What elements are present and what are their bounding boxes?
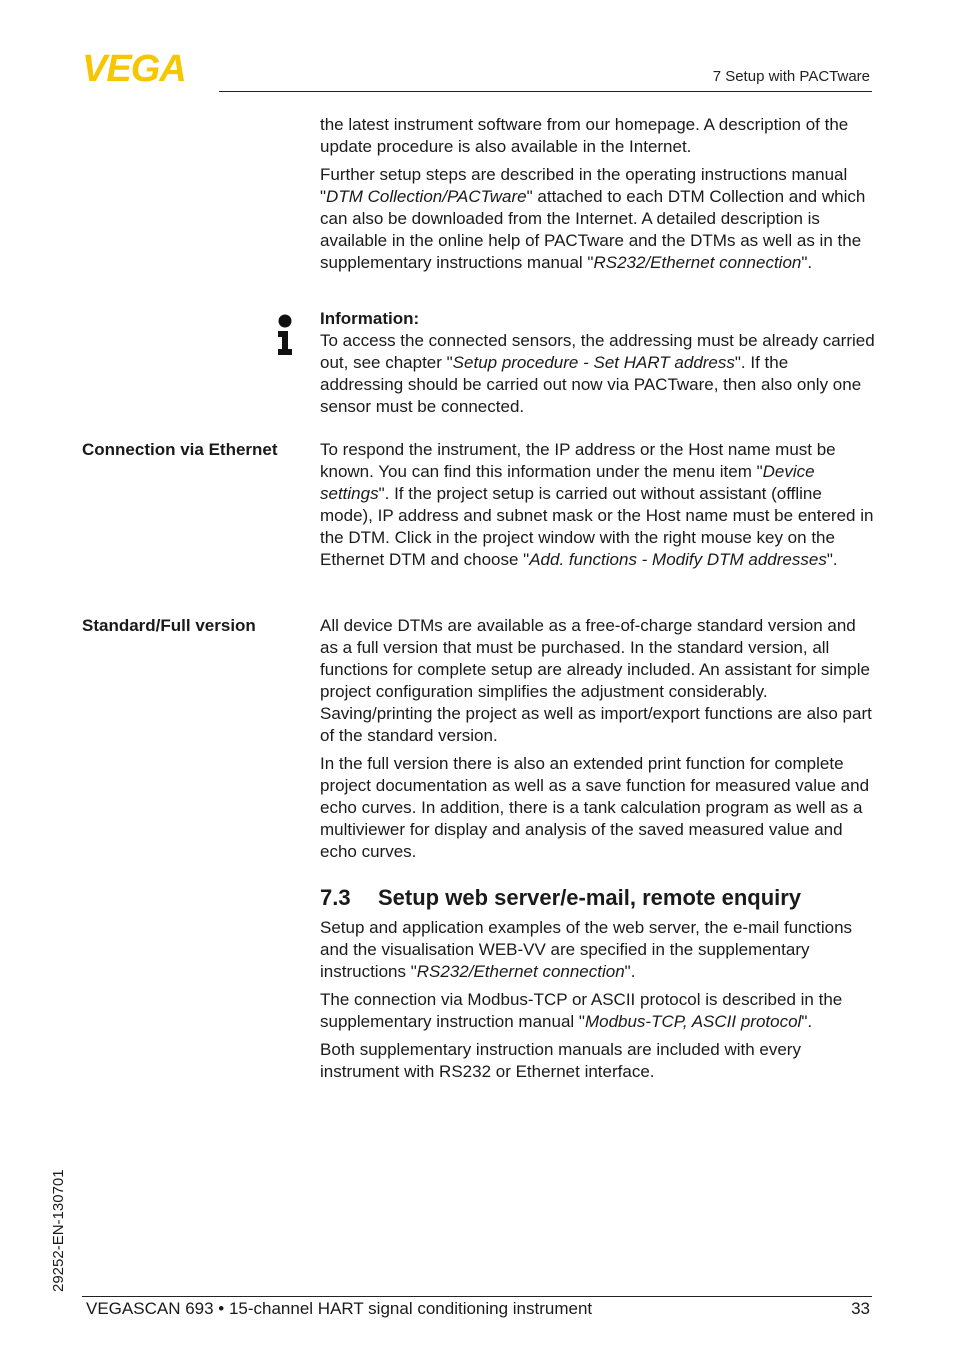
section-heading — [320, 884, 801, 912]
page-number: 33 — [851, 1299, 870, 1318]
document-id: 29252-EN-130701 — [50, 1169, 67, 1292]
ethernet-label: Connection via Ethernet — [82, 440, 278, 459]
ethernet-text: To respond the instrument, the IP address or the Host name must be known. You can find this information under the menu item "Device settings". If the project setup is carried out without assistant (offline mode), IP address and subnet mask or the Host name must be entered in the DTM. Click in the project window with the right mouse key on the Ethernet DTM and choose "Add. functions - Modify DTM addresses". — [320, 440, 874, 569]
section-paragraph-2: The connection via Modbus-TCP or ASCII protocol is described in the supplementary instruction manual "Modbus-TCP, ASCII protocol". — [320, 990, 843, 1031]
logo-text: VEGA — [82, 52, 186, 84]
intro-paragraph-1: the latest instrument software from our homepage. A description of the update procedure is also available in the Internet. — [320, 115, 849, 156]
info-block — [320, 308, 876, 424]
standard-label: Standard/Full version — [82, 616, 256, 635]
section-title: Setup web server/e-mail, remote enquiry — [378, 885, 802, 910]
section-block — [320, 917, 876, 1089]
info-title: Information: — [320, 309, 420, 328]
header-section-title: 7 Setup with PACTware — [712, 68, 870, 85]
section-paragraph-1: Setup and application examples of the web server, the e-mail functions and the visualisation WEB-VV are specified in the supplementary instructions "RS232/Ethernet connection". — [320, 918, 853, 981]
ethernet-block — [320, 439, 876, 577]
standard-block — [320, 615, 876, 869]
standard-paragraph-2: In the full version there is also an extended print function for complete project documentation as well as a save function for measured value and echo curves. In addition, there is a tank calculation program as well as a multiviewer for display and analysis of the saved measured value and echo curves. — [320, 754, 870, 861]
info-icon — [275, 314, 295, 356]
footer-divider — [82, 1296, 872, 1297]
vega-logo — [82, 52, 212, 84]
section-number: 7.3 — [320, 885, 351, 910]
standard-paragraph-1: All device DTMs are available as a free-of-charge standard version and as a full version that must be purchased. In the standard version, all functions for complete setup are already included. An assistant for simple project configuration simplifies the adjustment considerably. Saving/printing the project as well as import/export functions are also part of the standard version. — [320, 616, 872, 745]
info-text: To access the connected sensors, the addressing must be already carried out, see chapter "Setup procedure - Set HART address". If the addressing should be carried out now via PACTware, then also only one sensor must be connected. — [320, 331, 875, 416]
footer-title: VEGASCAN 693 • 15-channel HART signal conditioning instrument — [86, 1299, 593, 1318]
intro-block — [320, 114, 876, 280]
header-divider — [219, 91, 872, 92]
intro-paragraph-2: Further setup steps are described in the operating instructions manual "DTM Collection/PACTware" attached to each DTM Collection and which can also be downloaded from the Internet. A detailed description is available in the online help of PACTware and the DTMs as well as in the supplementary instructions manual "RS232/Ethernet connection". — [320, 165, 866, 272]
section-paragraph-3: Both supplementary instruction manuals are included with every instrument with RS232 or Ethernet interface. — [320, 1040, 801, 1081]
